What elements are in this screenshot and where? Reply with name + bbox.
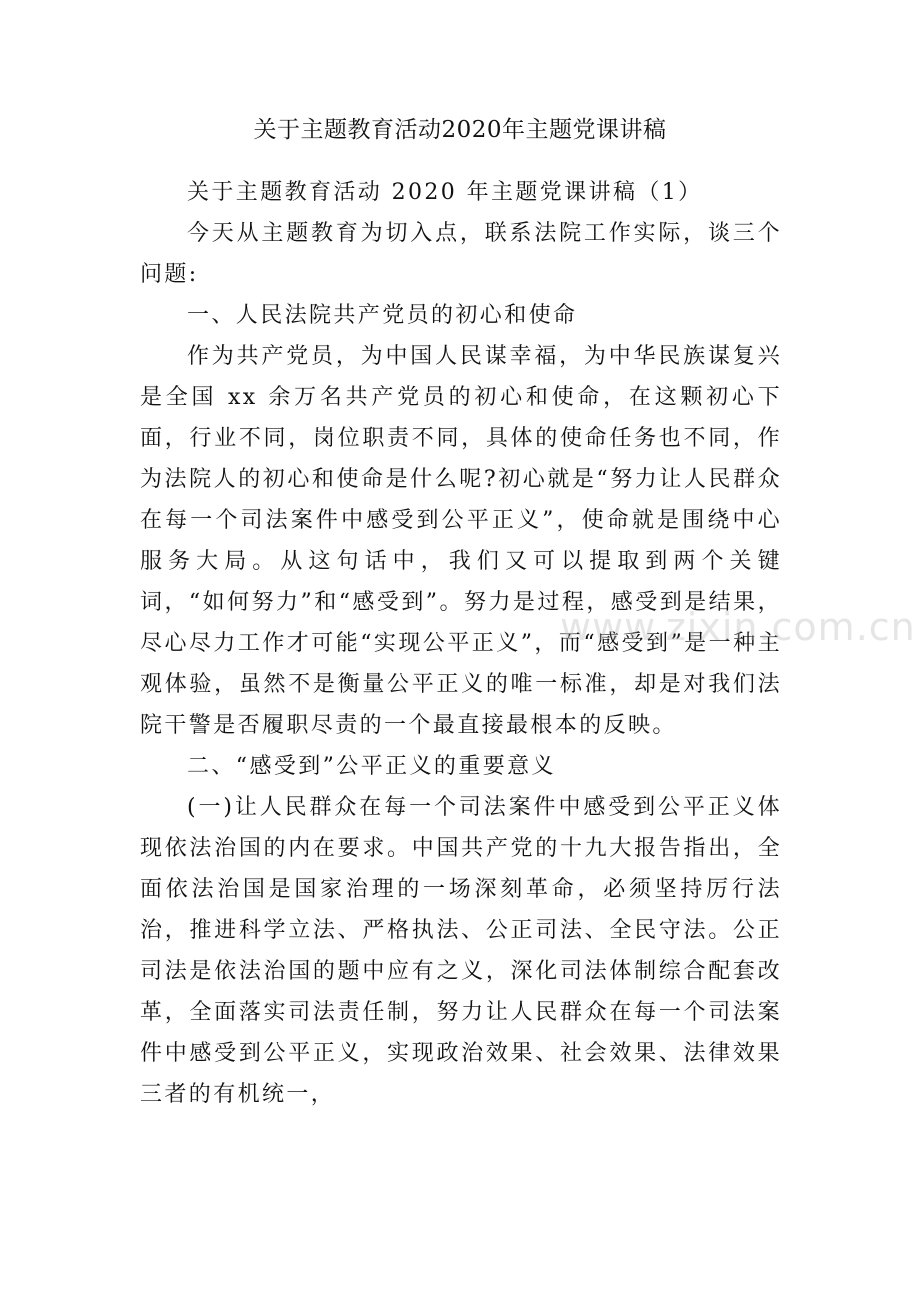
intro-paragraph: 今天从主题教育为切入点，联系法院工作实际，谈三个问题:: [140, 221, 782, 287]
section-heading-2: 二、“感受到”公平正义的重要意义: [187, 754, 556, 779]
body-paragraph-1: 作为共产党员，为中国人民谋幸福，为中华民族谋复兴是全国 xx 余万名共产党员的初心和使命，在这颗初心下面，行业不同，岗位职责不同，具体的使命任务也不同，作为法院人的初心和使命是什么呢?初心就是“努力让人民群众在每一个司法案件中感受到公平正义”，使命就是围绕中心服务大局。从这句话中，我们又可以提取到两个关键词，“如何努力”和“感受到”。努力是过程，感受到是结果，尽心尽力工作才可能“实现公平正义”，而“感受到”是一种主观体验，虽然不是衡量公平正义的唯一标准，却是对我们法院干警是否履职尽责的一个最直接最根本的反映。: [140, 344, 782, 738]
subtitle-paragraph: 关于主题教育活动 2020 年主题党课讲稿（1）: [187, 180, 703, 205]
section-heading-1: 一、人民法院共产党员的初心和使命: [187, 303, 578, 328]
document-title: 关于主题教育活动2020年主题党课讲稿: [253, 117, 667, 143]
body-paragraph-2: (一)让人民群众在每一个司法案件中感受到公平正义体现依法治国的内在要求。中国共产党的十九大报告指出，全面依法治国是国家治理的一场深刻革命，必须坚持厉行法治，推进科学立法、严格执法、公正司法、全民守法。公正司法是依法治国的题中应有之义，深化司法体制综合配套改革，全面落实司法责任制，努力让人民群众在每一个司法案件中感受到公平正义，实现政治效果、社会效果、法律效果三者的有机统一，: [140, 795, 782, 1107]
document-body: [140, 172, 782, 1115]
watermark: www.zixin.com.cn: [560, 605, 916, 649]
